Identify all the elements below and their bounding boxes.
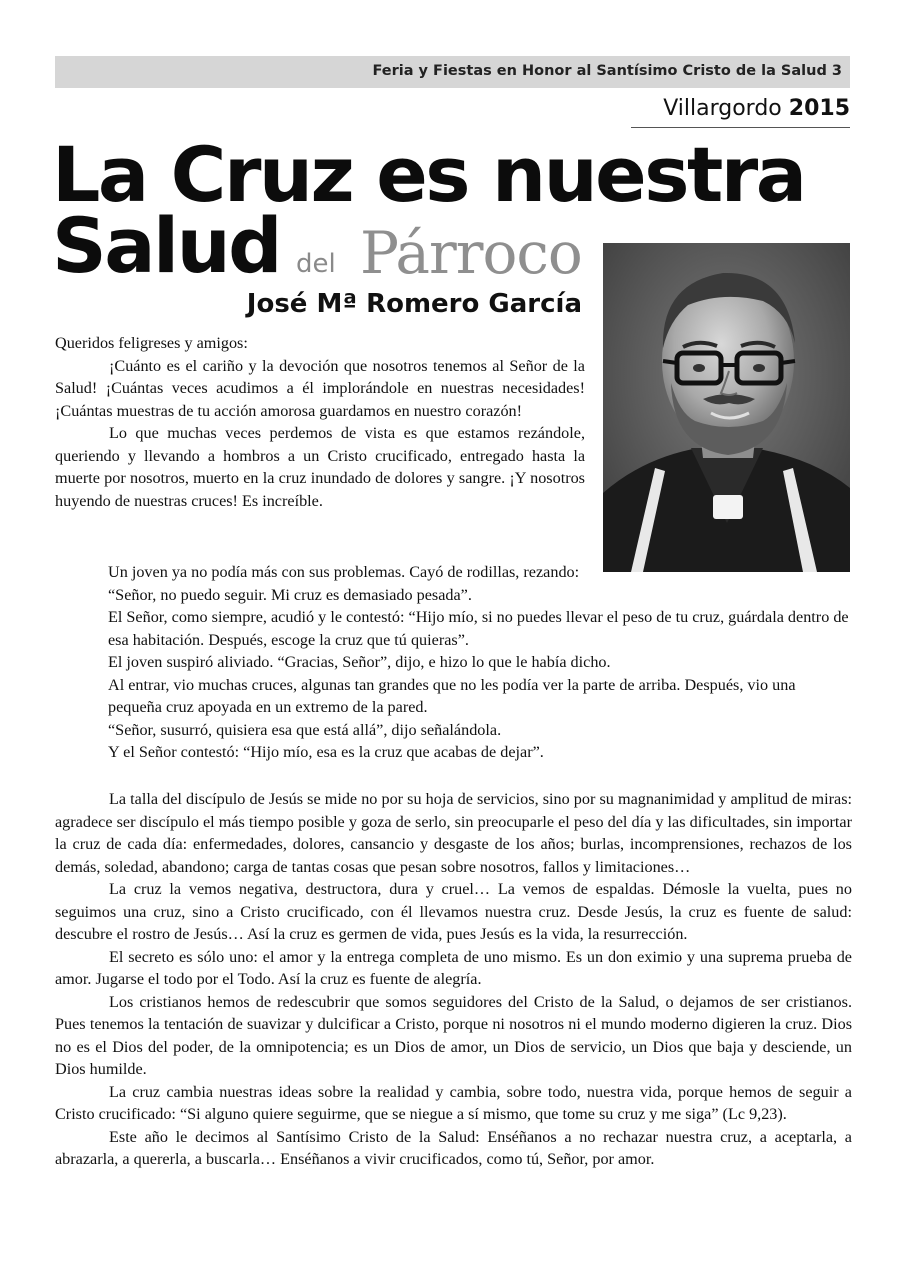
intro-paragraph: Lo que muchas veces perdemos de vista es que estamos rezándole, queriendo y llevando a hombros a un Cristo crucificado, entregado hasta la muerte por nosotros, muerto en la cruz inundado de dolores y sangre. ¡Y nosotros huyendo de nuestras cruces! Es increíble. [55,424,585,510]
story-paragraph: El Señor, como siempre, acudió y le contestó: “Hijo mío, si no puedes llevar el peso de tu cruz, guárdala dentro de esa habitación. Después, escoge la cruz que tú quieras”. [108,608,849,649]
story-paragraph: “Señor, susurró, quisiera esa que está allá”, dijo señalándola. [108,720,502,739]
title-del: del [296,249,336,279]
author-byline: José Mª Romero García [246,289,582,319]
story-section [55,561,852,764]
story-paragraph: Al entrar, vio muchas cruces, algunas tan grandes que no les podía ver la parte de arriba. Después, vio una pequeña cruz apoyada en un extremo de la pared. [108,675,796,716]
issue-year: 2015 [788,96,850,121]
page-number: 3 [831,63,842,79]
body-paragraph: Este año le decimos al Santísimo Cristo de la Salud: Enséñanos a no rechazar nuestra cruz, a aceptarla, a abrazarla, a quererla, a buscarla… Enséñanos a vivir crucificados, como tú, Señor, por amor. [55,1127,852,1168]
running-header-bar [55,56,850,88]
body-section [55,788,852,1171]
story-paragraph: El joven suspiró aliviado. “Gracias, Señor”, dijo, e hizo lo que le había dicho. [108,653,611,671]
body-paragraph: El secreto es sólo uno: el amor y la entrega completa de uno mismo. Es un don eximio y una suprema prueba de amor. Jugarse el todo por el Todo. Así la cruz es fuente de alegría. [55,947,852,988]
title-parroco: Párroco [360,219,582,287]
intro-paragraph: ¡Cuánto es el cariño y la devoción que nosotros tenemos al Señor de la Salud! ¡Cuántas veces acudimos a él implorándole en nuestras necesidades! ¡Cuántas muestras de tu acción amorosa guardamos en nuestro corazón! [55,356,585,420]
issue-line [663,96,850,121]
story-narrow [55,561,585,606]
author-portrait-photo [603,243,850,572]
body-paragraph: La cruz cambia nuestras ideas sobre la realidad y cambia, sobre todo, nuestra vida, porque hemos de seguir a Cristo crucificado: “Si alguno quiere seguirme, que se niegue a sí mismo, que tome su cruz y me siga” (Lc 9,23). [55,1082,852,1123]
story-paragraph: Un joven ya no podía más con sus problemas. Cayó de rodillas, rezando: “Señor, no puedo seguir. Mi cruz es demasiado pesada”. [108,563,580,604]
intro-column [55,332,585,512]
issue-divider [631,127,850,128]
body-paragraph: La cruz la vemos negativa, destructora, dura y cruel… La vemos de espaldas. Démosle la vuelta, pues no seguimos una cruz, sino a Cristo crucificado, con él llevamos nuestra cruz. Desde Jesús, la cruz es fuente de salud: descubre el rostro de Jesús… Así la cruz es germen de vida, pues Jesús es la vida, la resurrección. [55,880,852,943]
running-title: Feria y Fiestas en Honor al Santísimo Cristo de la Salud [372,63,827,79]
salutation: Queridos feligreses y amigos: [55,334,248,352]
town-name: Villargordo [663,96,782,121]
running-header [372,63,842,79]
article-title-line-1: La Cruz es nuestra [52,130,805,219]
article-title-line-2: Salud [52,201,281,290]
body-paragraph: La talla del discípulo de Jesús se mide no por su hoja de servicios, sino por su magnanimidad y amplitud de miras: agradece ser discípulo el más tiempo posible y goza de serlo, sin preocuparle el peso del día y las dificultades, sin importar la cruz de cada día: enfermedades, dolores, cansancio y desgaste de los años; burlas, incomprensiones, rechazos de los demás, soledad, abandono; carga de tantas cosas que pesan sobre nosotros, fallos y limitaciones… [55,790,852,876]
body-paragraph: Los cristianos hemos de redescubrir que somos seguidores del Cristo de la Salud, o dejamos de ser cristianos. Pues tenemos la tentación de suavizar y dulcificar a Cristo, porque ni nosotros ni el mundo moderno digieren la cruz. Dios no es el Dios del poder, de la omnipotencia; es un Dios de amor, un Dios de servicio, un Dios que baja y desciende, un Dios humilde. [55,992,852,1078]
portrait-illustration [603,243,850,572]
story-paragraph: Y el Señor contestó: “Hijo mío, esa es la cruz que acabas de dejar”. [108,743,544,761]
